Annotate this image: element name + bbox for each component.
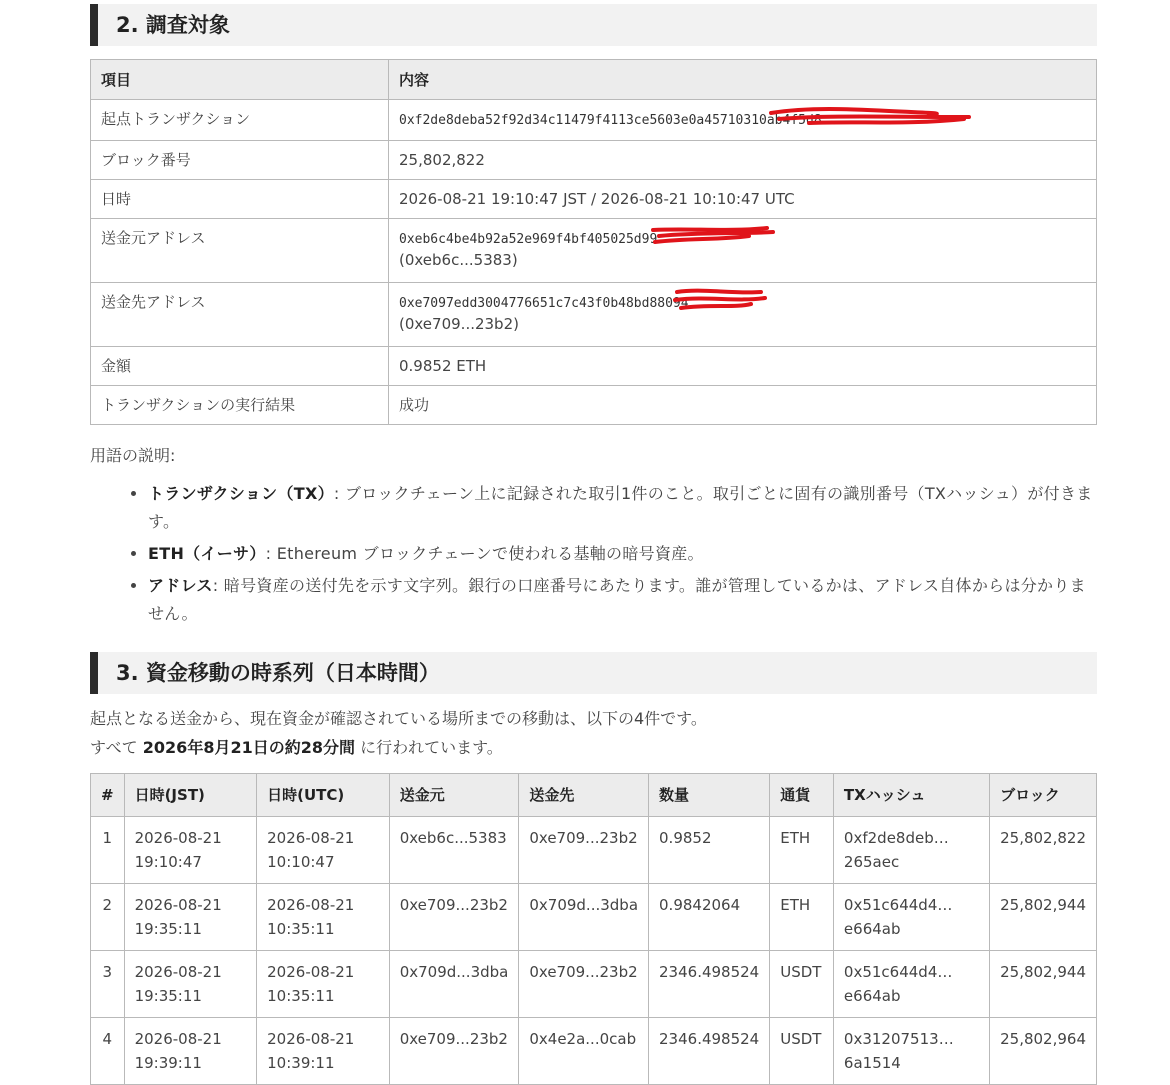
tx-hash-end: e664ab	[843, 920, 901, 938]
quantity: 0.9852	[649, 817, 770, 884]
currency: ETH	[770, 817, 834, 884]
tx-hash-end: 265aec	[843, 853, 900, 871]
row-label: ブロック番号	[91, 141, 389, 180]
tx-hash	[833, 817, 989, 884]
table-row	[91, 219, 1097, 283]
recipient-address-short: (0xe709...23b2)	[399, 315, 519, 333]
redacted-value	[399, 292, 689, 314]
quantity: 2346.498524	[649, 951, 770, 1018]
column-header-block: ブロック	[990, 774, 1097, 817]
date: 2026-08-21	[134, 1030, 222, 1048]
tx-hash	[833, 951, 989, 1018]
to-address: 0x709d...3dba	[519, 884, 649, 951]
tx-hash-start: 0x31207513…	[843, 1030, 954, 1048]
row-label: 日時	[91, 180, 389, 219]
row-label: 金額	[91, 347, 389, 386]
from-address: 0xeb6c...5383	[389, 817, 519, 884]
from-address: 0xe709...23b2	[389, 1018, 519, 1085]
currency: USDT	[770, 951, 834, 1018]
intro-text: すべて	[90, 738, 143, 757]
row-value	[389, 219, 1097, 283]
column-header-to: 送金先	[519, 774, 649, 817]
term-description: : Ethereum ブロックチェーンで使われる基軸の暗号資産。	[265, 544, 704, 563]
column-header-currency: 通貨	[770, 774, 834, 817]
term: トランザクション（TX）	[148, 484, 334, 503]
date: 2026-08-21	[267, 896, 355, 914]
column-header-utc: 日時(UTC)	[257, 774, 390, 817]
timeline-table	[90, 773, 1097, 1085]
section-3-heading: 3. 資金移動の時系列（日本時間）	[90, 652, 1097, 694]
table-row	[91, 347, 1097, 386]
tx-hash	[833, 1018, 989, 1085]
row-value: 成功	[389, 386, 1097, 425]
date: 2026-08-21	[134, 829, 222, 847]
utc-datetime	[257, 1018, 390, 1085]
list-item	[148, 540, 1097, 568]
block-number: 25,802,964	[990, 1018, 1097, 1085]
table-row	[91, 817, 1097, 884]
column-header-index: #	[91, 774, 125, 817]
time: 19:35:11	[134, 920, 202, 938]
date: 2026-08-21	[267, 1030, 355, 1048]
row-label: 起点トランザクション	[91, 100, 389, 141]
jst-datetime	[124, 951, 257, 1018]
time: 19:35:11	[134, 987, 202, 1005]
time: 19:39:11	[134, 1054, 202, 1072]
table-row	[91, 386, 1097, 425]
row-label: トランザクションの実行結果	[91, 386, 389, 425]
term: アドレス	[148, 576, 213, 595]
date: 2026-08-21	[267, 829, 355, 847]
utc-datetime	[257, 884, 390, 951]
to-address: 0xe709...23b2	[519, 817, 649, 884]
currency: USDT	[770, 1018, 834, 1085]
table-row	[91, 141, 1097, 180]
quantity: 0.9842064	[649, 884, 770, 951]
red-redaction-scribble	[649, 222, 779, 252]
block-number: 25,802,822	[990, 817, 1097, 884]
table-header-row	[91, 60, 1097, 100]
column-header-tx-hash: TXハッシュ	[833, 774, 989, 817]
jst-datetime	[124, 1018, 257, 1085]
quantity: 2346.498524	[649, 1018, 770, 1085]
utc-datetime	[257, 951, 390, 1018]
tx-hash-start: 0x51c644d4…	[843, 963, 953, 981]
row-value: 2026-08-21 19:10:47 JST / 2026-08-21 10:10:47 UTC	[389, 180, 1097, 219]
table-row	[91, 884, 1097, 951]
terms-label: 用語の説明:	[90, 446, 176, 465]
document-content	[90, 4, 1097, 1085]
date: 2026-08-21	[267, 963, 355, 981]
time: 10:10:47	[267, 853, 335, 871]
column-header-qty: 数量	[649, 774, 770, 817]
time: 19:10:47	[134, 853, 202, 871]
tx-hash-start: 0xf2de8deb…	[843, 829, 949, 847]
section-3-intro	[90, 704, 1097, 762]
list-item	[148, 480, 1097, 536]
target-table	[90, 59, 1097, 425]
redacted-value	[399, 228, 657, 250]
intro-line-2	[90, 733, 1097, 762]
table-row	[91, 180, 1097, 219]
list-item	[148, 572, 1097, 628]
time: 10:35:11	[267, 920, 335, 938]
block-number: 25,802,944	[990, 951, 1097, 1018]
jst-datetime	[124, 817, 257, 884]
intro-text: に行われています。	[354, 738, 503, 757]
table-header-row	[91, 774, 1097, 817]
tx-hash-start: 0x51c644d4…	[843, 896, 953, 914]
row-label: 送金先アドレス	[91, 283, 389, 347]
time: 10:35:11	[267, 987, 335, 1005]
section-2-heading: 2. 調査対象	[90, 4, 1097, 46]
term: ETH（イーサ）	[148, 544, 266, 563]
column-header-jst: 日時(JST)	[124, 774, 257, 817]
row-value: 25,802,822	[389, 141, 1097, 180]
tx-hash-end: e664ab	[843, 987, 901, 1005]
redacted-value	[399, 109, 822, 131]
table-row	[91, 283, 1097, 347]
row-value	[389, 100, 1097, 141]
intro-line-1: 起点となる送金から、現在資金が確認されている場所までの移動は、以下の4件です。	[90, 709, 707, 728]
from-address: 0x709d...3dba	[389, 951, 519, 1018]
utc-datetime	[257, 817, 390, 884]
to-address: 0xe709...23b2	[519, 951, 649, 1018]
row-index: 3	[91, 951, 125, 1018]
sender-address[interactable]: 0xeb6c4be4b92a52e969f4bf405025d99	[399, 232, 658, 247]
from-address: 0xe709...23b2	[389, 884, 519, 951]
date: 2026-08-21	[134, 896, 222, 914]
time: 10:39:11	[267, 1054, 335, 1072]
table-row	[91, 100, 1097, 141]
intro-emphasis: 2026年8月21日の約28分間	[142, 738, 355, 757]
row-value: 0.9852 ETH	[389, 347, 1097, 386]
row-value	[389, 283, 1097, 347]
jst-datetime	[124, 884, 257, 951]
block-number: 25,802,944	[990, 884, 1097, 951]
to-address: 0x4e2a...0cab	[519, 1018, 649, 1085]
currency: ETH	[770, 884, 834, 951]
column-header-from: 送金元	[389, 774, 519, 817]
terms-list	[90, 480, 1097, 628]
term-description: : 暗号資産の送付先を示す文字列。銀行の口座番号にあたります。誰が管理しているかは、アドレス自体からは分かりません。	[148, 576, 1086, 623]
sender-address-short: (0xeb6c...5383)	[399, 251, 518, 269]
tx-hash	[833, 884, 989, 951]
date: 2026-08-21	[134, 963, 222, 981]
origin-tx-hash[interactable]: 0xf2de8deba52f92d34c11479f4113ce5603e0a45710310ab4f5d8	[399, 113, 822, 128]
row-index: 4	[91, 1018, 125, 1085]
row-index: 2	[91, 884, 125, 951]
column-header-content: 内容	[389, 60, 1097, 100]
term-description: : ブロックチェーン上に記録された取引1件のこと。取引ごとに固有の識別番号（TXハッシュ）が付きます。	[148, 484, 1093, 531]
row-label: 送金元アドレス	[91, 219, 389, 283]
row-index: 1	[91, 817, 125, 884]
recipient-address[interactable]: 0xe7097edd3004776651c7c43f0b48bd88094	[399, 296, 689, 311]
table-row	[91, 1018, 1097, 1085]
table-row	[91, 951, 1097, 1018]
column-header-item: 項目	[91, 60, 389, 100]
tx-hash-end: 6a1514	[843, 1054, 901, 1072]
